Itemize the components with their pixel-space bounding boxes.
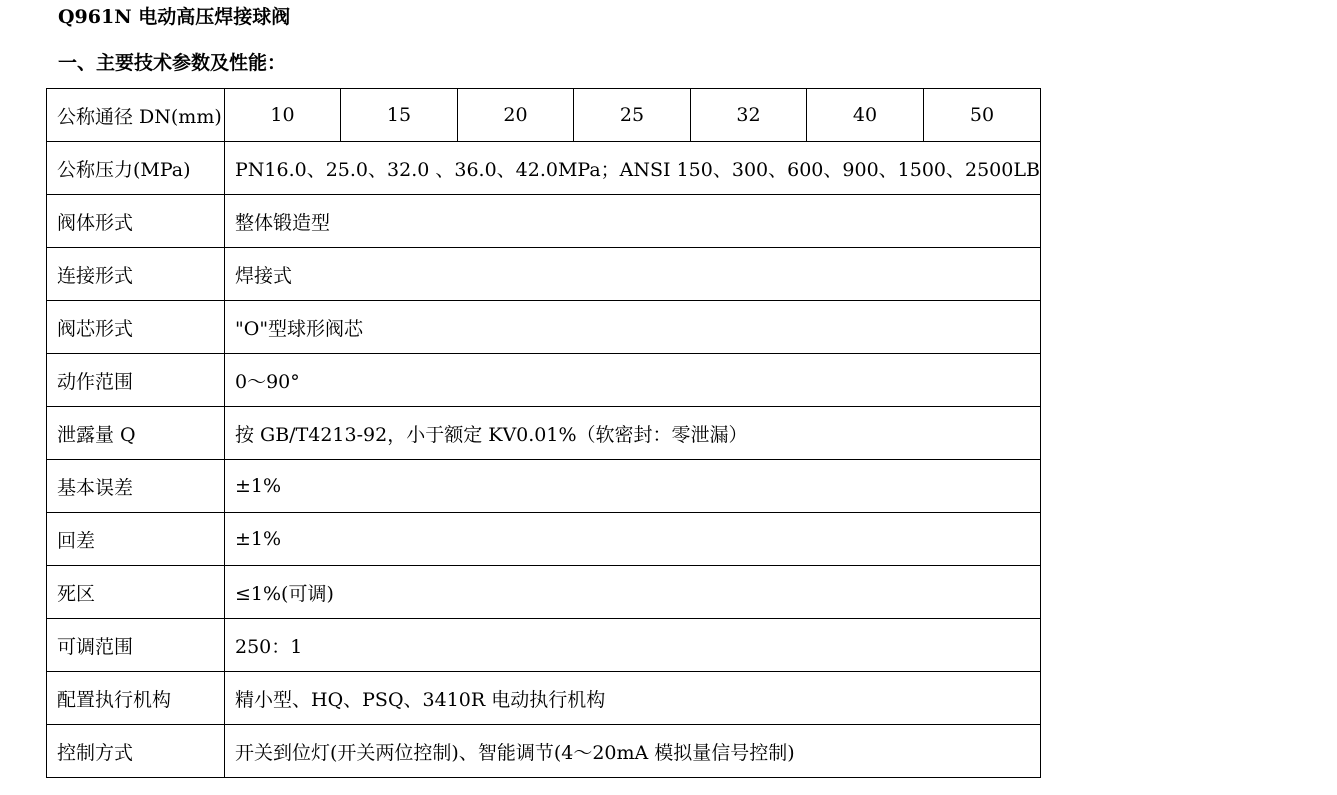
table-row	[47, 513, 1041, 566]
table-row	[47, 407, 1041, 460]
dn-value-cell: 20	[458, 89, 574, 142]
table-row	[47, 248, 1041, 301]
document-title: Q961N 电动高压焊接球阀	[58, 6, 291, 28]
row-value: ±1%	[225, 460, 1041, 513]
row-label: 连接形式	[47, 248, 225, 301]
row-label: 配置执行机构	[47, 672, 225, 725]
row-value: PN16.0、25.0、32.0 、36.0、42.0MPa；ANSI 150、300、600、900、1500、2500LB	[225, 142, 1041, 195]
spec-table	[46, 88, 1041, 778]
row-label: 阀芯形式	[47, 301, 225, 354]
table-row	[47, 142, 1041, 195]
row-label: 基本误差	[47, 460, 225, 513]
table-row-dn	[47, 89, 1041, 142]
dn-value-cell: 25	[574, 89, 691, 142]
dn-value-cell: 50	[924, 89, 1041, 142]
table-row	[47, 301, 1041, 354]
row-value: 0～90°	[225, 354, 1041, 407]
dn-value-cell: 15	[341, 89, 458, 142]
row-label: 公称通径 DN(mm)	[47, 89, 225, 142]
row-value: ≤1%(可调)	[225, 566, 1041, 619]
table-row	[47, 460, 1041, 513]
dn-value-cell: 32	[691, 89, 807, 142]
row-value: "O"型球形阀芯	[225, 301, 1041, 354]
dn-value-cell: 10	[225, 89, 341, 142]
row-label: 死区	[47, 566, 225, 619]
section-title: 一、主要技术参数及性能：	[58, 52, 287, 74]
dn-value-cell: 40	[807, 89, 924, 142]
table-row	[47, 672, 1041, 725]
row-value: 开关到位灯(开关两位控制)、智能调节(4～20mA 模拟量信号控制)	[225, 725, 1041, 778]
row-value: 焊接式	[225, 248, 1041, 301]
table-row	[47, 619, 1041, 672]
row-value: 按 GB/T4213-92，小于额定 KV0.01%（软密封：零泄漏）	[225, 407, 1041, 460]
row-label: 泄露量 Q	[47, 407, 225, 460]
row-label: 动作范围	[47, 354, 225, 407]
row-value: 250：1	[225, 619, 1041, 672]
table-row	[47, 725, 1041, 778]
row-value: ±1%	[225, 513, 1041, 566]
table-row	[47, 195, 1041, 248]
table-row	[47, 566, 1041, 619]
row-value: 精小型、HQ、PSQ、3410R 电动执行机构	[225, 672, 1041, 725]
row-label: 回差	[47, 513, 225, 566]
row-value: 整体锻造型	[225, 195, 1041, 248]
table-row	[47, 354, 1041, 407]
row-label: 控制方式	[47, 725, 225, 778]
row-label: 可调范围	[47, 619, 225, 672]
row-label: 阀体形式	[47, 195, 225, 248]
row-label: 公称压力(MPa)	[47, 142, 225, 195]
